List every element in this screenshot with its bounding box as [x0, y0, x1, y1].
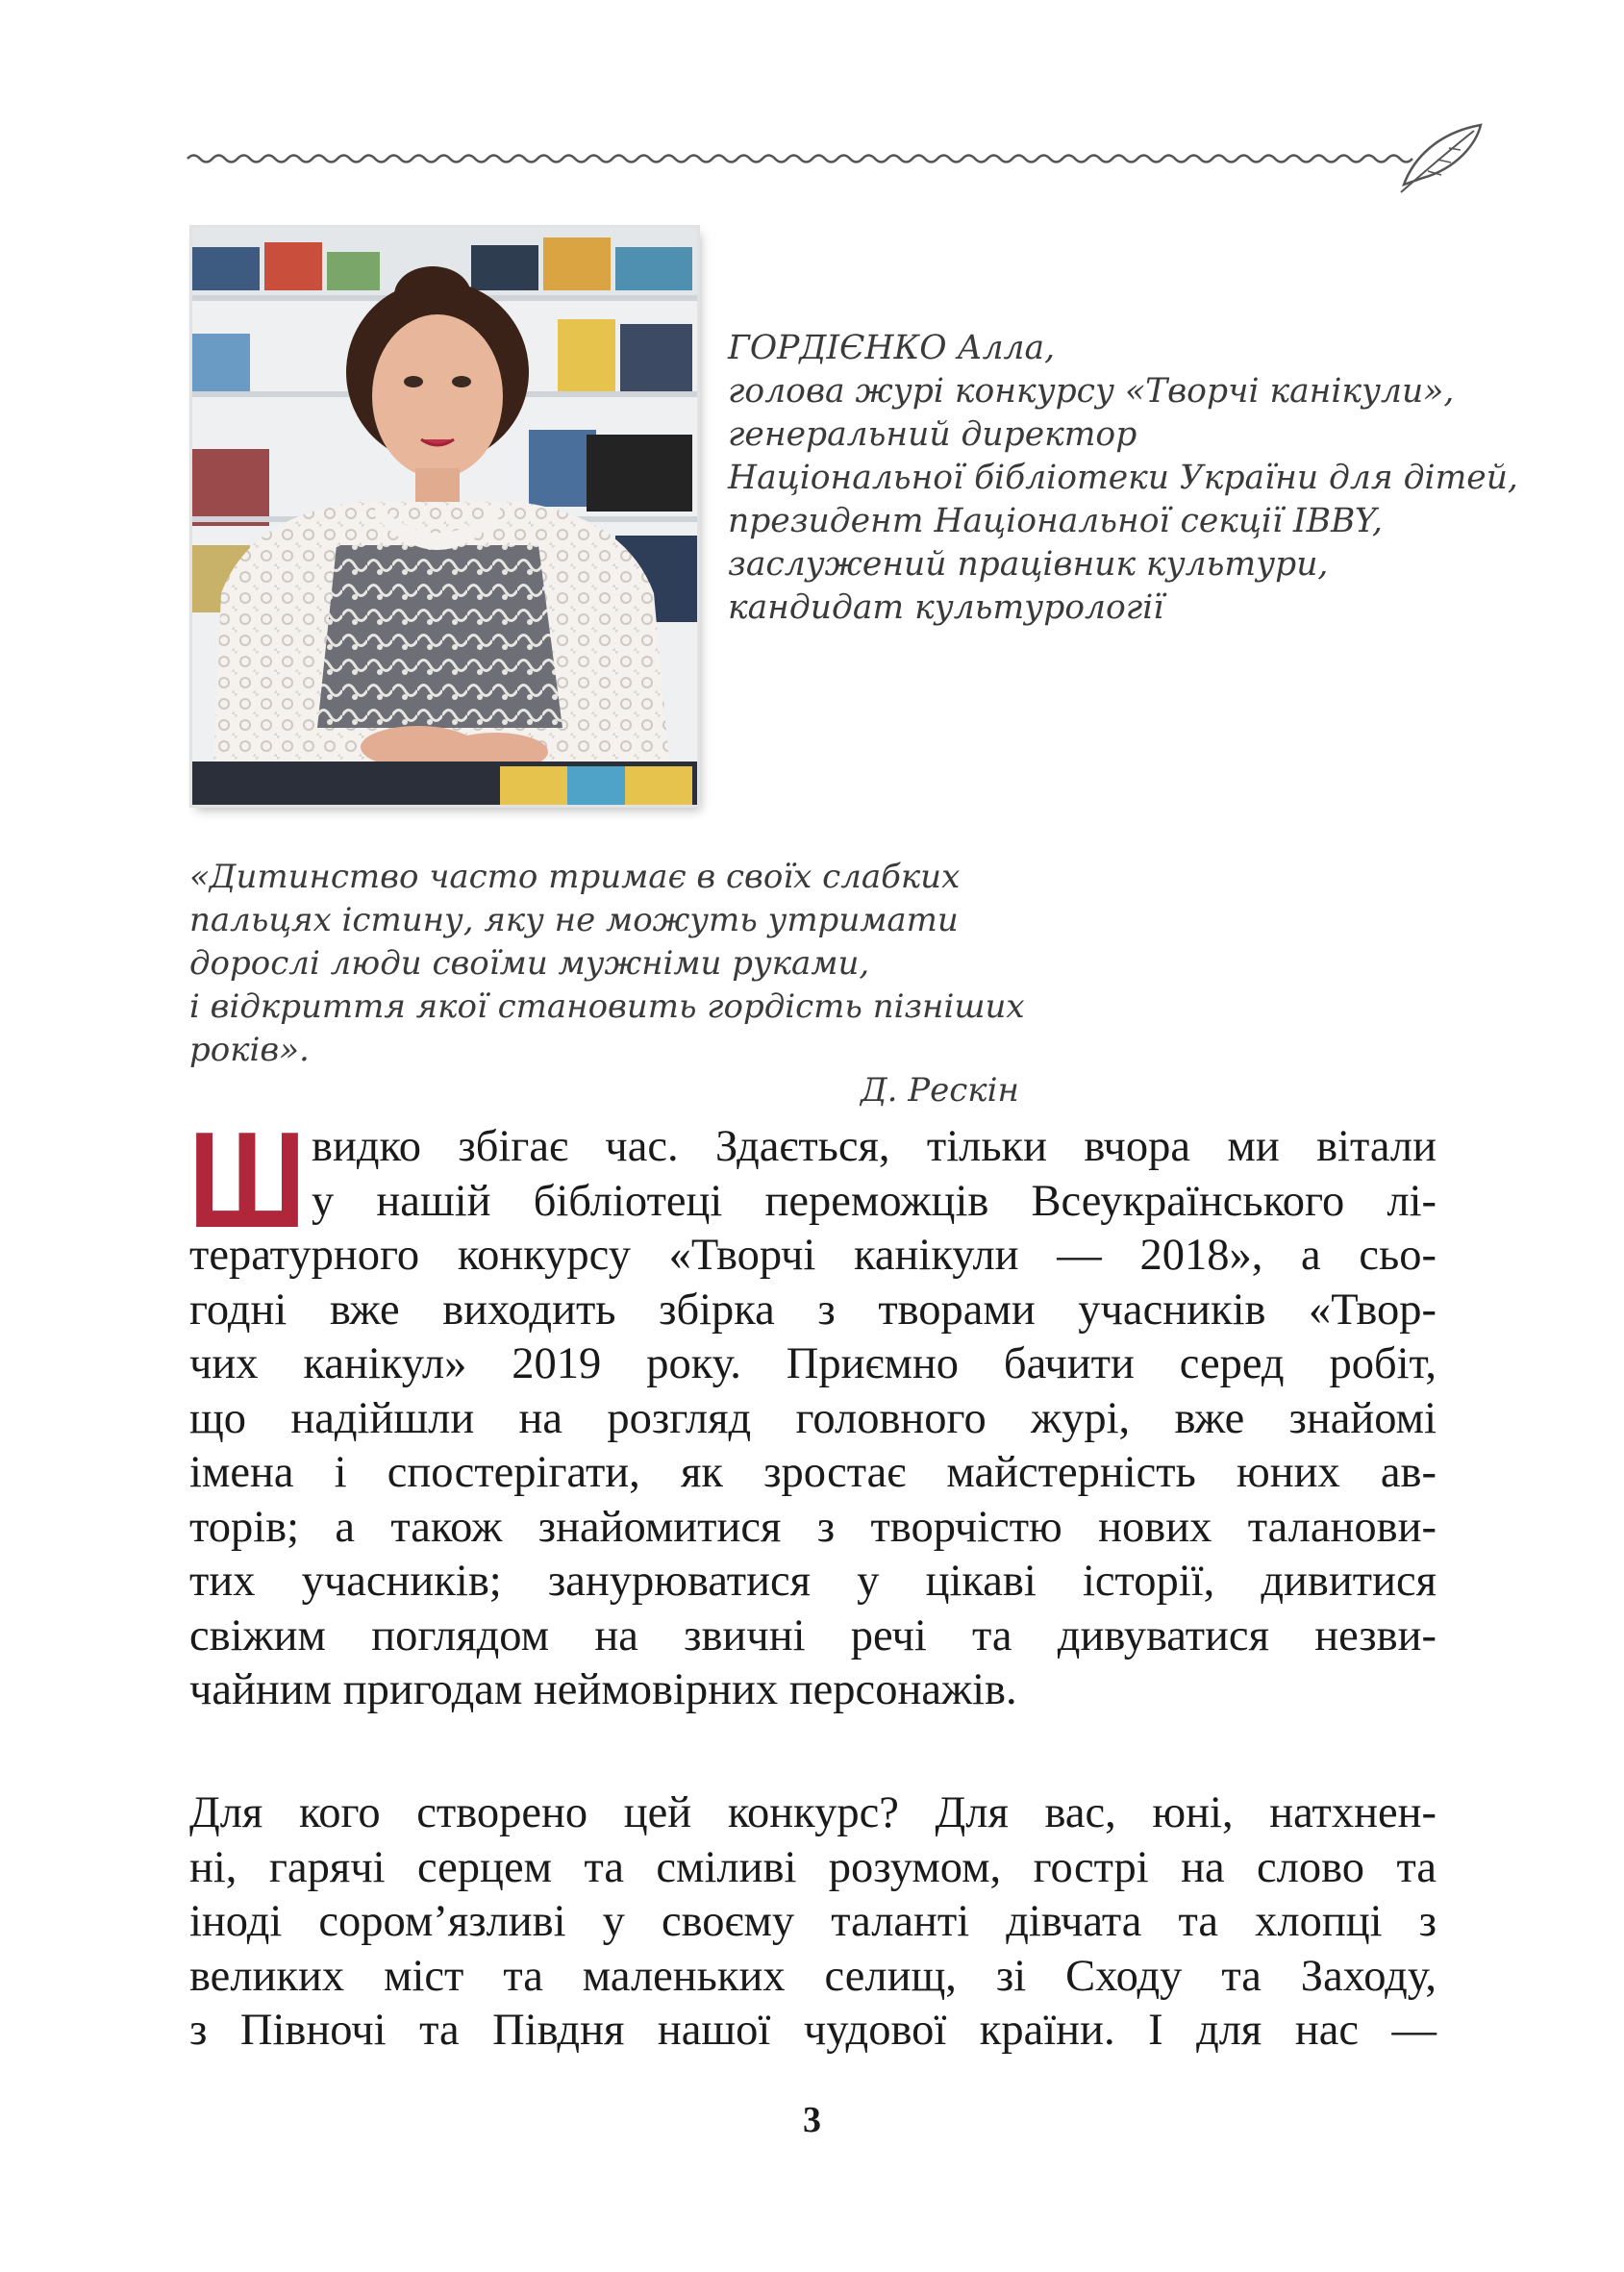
epigraph-line: «Дитинство часто тримає в своїх слабких [189, 858, 961, 896]
epigraph-author: Д. Рескін [861, 1071, 1019, 1110]
body-line: чих канікул» 2019 року. Приємно бачити серед робіт, [189, 1339, 1437, 1388]
body-paragraph-2 [189, 1786, 1437, 2059]
body-line: тих учасників; занурюватися у цікаві історії, дивитися [189, 1557, 1437, 1606]
page-number: 3 [803, 2100, 821, 2140]
epigraph-line: років». [189, 1031, 310, 1069]
header-wave-feather-ornament [187, 115, 1500, 202]
body-line: годні вже виходить збірка з творами учасників «Твор- [189, 1285, 1437, 1335]
body-line: що надійшли на розгляд головного журі, вже знайомі [189, 1393, 1437, 1443]
feather-icon [1401, 125, 1481, 192]
body-line: іноді сором’язливі у своєму таланті дівчата та хлопці з [189, 1897, 1437, 1946]
body-line: торів; а також знайомитися з творчістю нових таланови- [189, 1502, 1437, 1552]
body-line: великих міст та маленьких селищ, зі Сходу та Заходу, [189, 1951, 1437, 2001]
body-line: свіжим поглядом на звичні речі та дивуватися незви- [189, 1610, 1437, 1660]
author-line: ГОРДІЄНКО Алла, [728, 329, 1056, 367]
body-line: Для кого створено цей конкурс? Для вас, юні, натхнен- [189, 1788, 1437, 1837]
body-line: чайним пригодам неймовірних персонажів. [189, 1665, 1017, 1714]
body-line: з Півночі та Півдня нашої чудової країни. І для нас — [189, 2006, 1437, 2055]
body-line: видко збігає час. Здається, тільки вчора ми вітали [312, 1122, 1437, 1171]
body-line: імена і спостерігати, як зростає майстерність юних ав- [189, 1448, 1437, 1497]
author-line: заслужений працівник культури, [728, 545, 1329, 584]
author-info [728, 327, 1516, 630]
author-line: Національної бібліотеки України для дітей, [728, 459, 1518, 497]
epigraph-line: і відкриття якої становить гордість пізніших [189, 987, 1025, 1026]
author-line: кандидат культурології [728, 588, 1164, 627]
body-paragraph-1 [189, 1120, 1437, 1718]
body-line: тературного конкурсу «Творчі канікули — 2018», а сьо- [189, 1231, 1437, 1280]
drop-cap-letter: Ш [188, 1104, 306, 1257]
epigraph-quote [189, 856, 1055, 1072]
body-line: у нашій бібліотеці переможців Всеукраїнського лі- [312, 1176, 1437, 1226]
epigraph-line: пальцях істину, яку не можуть утримати [189, 901, 959, 939]
author-line: генеральний директор [728, 415, 1137, 454]
author-line: президент Національної секції IBBY, [728, 502, 1383, 540]
author-portrait-photo [192, 228, 697, 805]
body-line: ні, гарячі серцем та сміливі розумом, гострі на слово та [189, 1842, 1437, 1892]
author-line: голова журі конкурсу «Творчі канікули», [728, 372, 1455, 411]
epigraph-line: дорослі люди своїми мужніми руками, [189, 944, 870, 983]
